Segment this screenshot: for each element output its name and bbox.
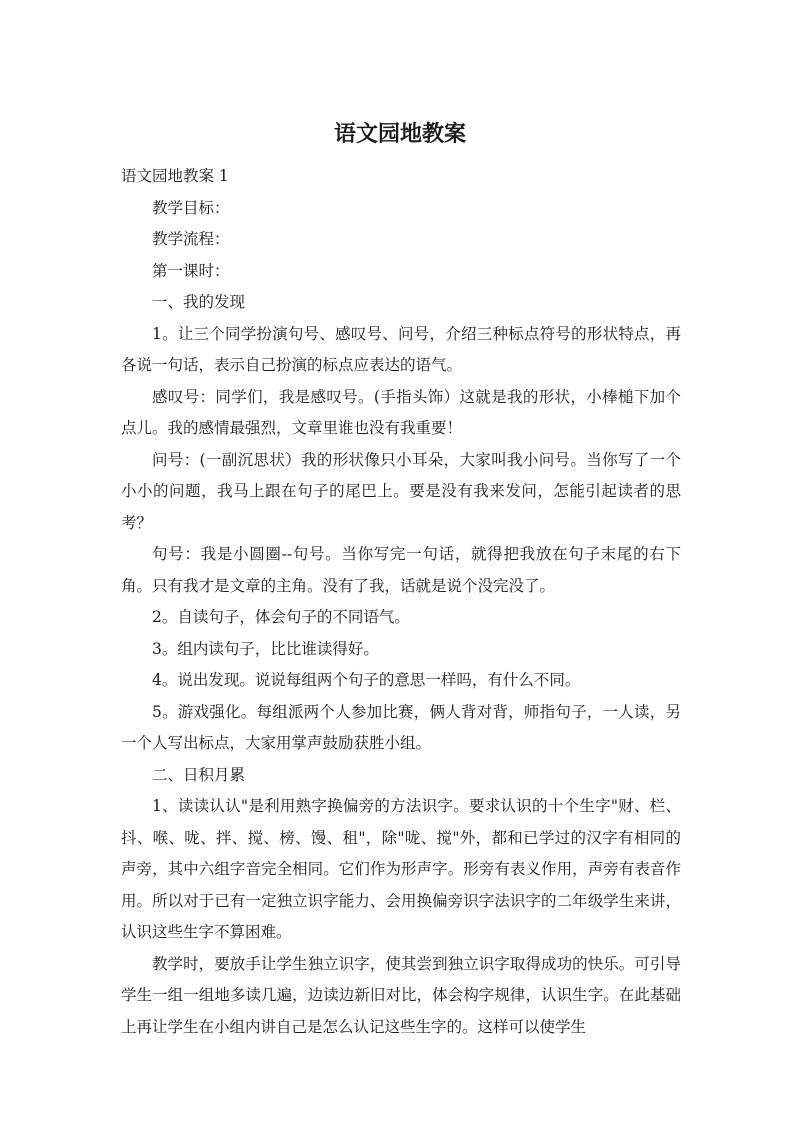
document-title: 语文园地教案	[333, 122, 466, 147]
paragraph: 1。让三个同学扮演句号、感叹号、问号，介绍三种标点符号的形状特点，再各说一句话，表示自己扮演的标点应表达的语气。	[121, 324, 681, 374]
paragraph: 4。说出发现。说说每组两个句子的意思一样吗，有什么不同。	[152, 671, 581, 689]
paragraph: 2。自读句子，体会句子的不同语气。	[152, 608, 410, 626]
paragraph: 感叹号：同学们，我是感叹号。(手指头饰）这就是我的形状，小棒槌下加个点儿。我的感情最强烈，文章里谁也没有我重要！	[121, 387, 681, 437]
paragraph: 1、读读认认"是利用熟字换偏旁的方法识字。要求认识的十个生字"财、栏、抖、喉、咙、拌、搅、榜、馒、租"，除"咙、搅"外，都和已学过的汉字有相同的声旁，其中六组字音完全相同。它们作为形声字。形旁有表义作用，声旁有表音作用。所以对于已有一定独立识字能力、会用换偏旁识字法识字的二年级学生来讲，认识这些生字不算困难。	[121, 797, 681, 941]
section-heading: 二、日积月累	[152, 765, 246, 784]
section-heading: 一、我的发现	[152, 293, 246, 311]
paragraph: 5。游戏强化。每组派两个人参加比赛，俩人背对背，师指句子，一人读，另一个人写出标点，大家用掌声鼓励获胜小组。	[121, 702, 681, 752]
paragraph: 语文园地教案 1	[121, 167, 229, 185]
paragraph: 问号：(一副沉思状）我的形状像只小耳朵，大家叫我小问号。当你写了一个小小的问题，我马上跟在句子的尾巴上。要是没有我来发问，怎能引起读者的思考？	[121, 450, 681, 532]
paragraph: 教学时，要放手让学生独立识字，使其尝到独立识字取得成功的快乐。可引导学生一组一组地多读几遍，边读边新旧对比，体会构字规律，认识生字。在此基础上再让学生在小组内讲自己是怎么认记这些生字的。这样可以使学生	[121, 954, 681, 1036]
paragraph: 句号：我是小圆圈--句号。当你写完一句话，就得把我放在句子末尾的右下角。只有我才是文章的主角。没有了我，话就是说个没完没了。	[121, 545, 681, 595]
paragraph: 教学流程：	[152, 230, 230, 248]
paragraph: 3。组内读句子，比比谁读得好。	[152, 639, 379, 658]
document-body	[121, 161, 681, 1043]
paragraph: 第一课时：	[152, 261, 230, 280]
paragraph: 教学目标：	[152, 198, 230, 217]
